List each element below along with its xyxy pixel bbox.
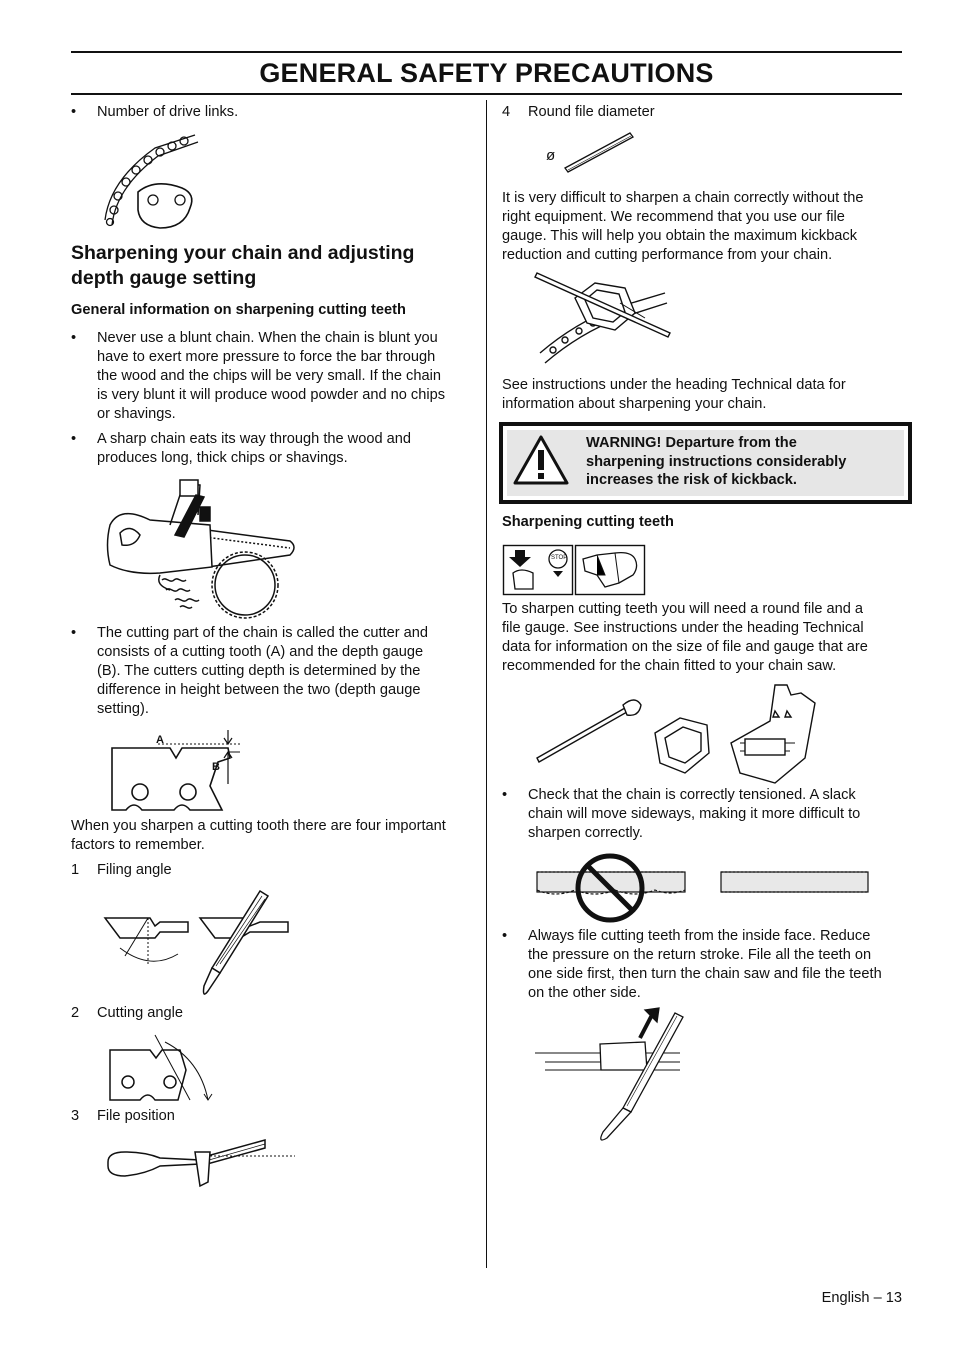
file-gauge-illustration: [535, 268, 670, 368]
text-line: recommended for the chain fitted to your chain saw.: [502, 658, 837, 674]
file-position-illustration: [100, 1132, 295, 1192]
text-line: A sharp chain eats its way through the wood and: [97, 431, 411, 447]
list-item-text: [97, 430, 411, 468]
page-title: GENERAL SAFETY PRECAUTIONS: [259, 58, 714, 88]
text-line: the wood and the chips will be very small. If the chain: [97, 368, 441, 384]
section-heading-line: depth gauge setting: [71, 267, 257, 289]
text-line: information about sharpening your chain.: [502, 396, 767, 412]
list-item: [502, 927, 912, 1007]
subheading: General information on sharpening cutting teeth: [71, 302, 406, 318]
protective-glove-icon: [575, 545, 645, 595]
filing-angle-illustration: [100, 886, 295, 1001]
page-header: [71, 51, 902, 95]
file-and-gauge-tools-illustration: [535, 683, 825, 783]
stop-engine-icon: [503, 545, 573, 595]
text-line: the pressure on the return stroke. File all the teeth on: [528, 947, 872, 963]
text-line: factors to remember.: [71, 837, 205, 853]
text-line: It is very difficult to sharpen a chain correctly without the: [502, 190, 864, 206]
stop-label: STOP: [551, 555, 568, 561]
item-number: 3: [71, 1108, 80, 1124]
text-line: consists of a cutting tooth (A) and the depth gauge: [97, 644, 424, 660]
text-line: is very blunt it will produce wood powder and no chips: [97, 387, 446, 403]
technical-paragraph: [502, 376, 912, 414]
item-number: 1: [71, 862, 80, 878]
text-line: Check that the chain is correctly tensioned. A slack: [528, 787, 856, 803]
text-line: chain will move sideways, making it more difficult to: [528, 806, 861, 822]
cutting-angle-illustration: [100, 1030, 220, 1105]
text-line: reduction and cutting performance from your chain.: [502, 247, 833, 263]
text-line: right equipment. We recommend that you use our file: [502, 209, 845, 225]
item-text: File position: [97, 1108, 175, 1124]
text-line: have to exert more pressure to force the bar through: [97, 349, 436, 365]
numbered-item: [71, 1107, 371, 1127]
text-line: (B). The cutters cutting depth is determined by the: [97, 663, 421, 679]
text-line: one side first, then turn the chain saw and file the teeth: [528, 966, 882, 982]
round-file-illustration: [535, 128, 635, 178]
filing-inside-face-illustration: [535, 1008, 685, 1143]
text-line: WARNING! Departure from the: [586, 435, 797, 451]
text-line: data for information on the size of file and gauge that are: [502, 639, 868, 655]
warning-text: [586, 434, 896, 490]
bullet-marker: •: [71, 104, 77, 120]
factors-paragraph: [71, 817, 481, 855]
list-item-text: [97, 624, 428, 719]
bullet-marker: •: [71, 625, 77, 641]
cutter-depth-gauge-illustration: [100, 728, 245, 816]
text-line: produces long, thick chips or shavings.: [97, 450, 348, 466]
text-line: sharpen correctly.: [528, 825, 643, 841]
bullet-marker: •: [502, 928, 508, 944]
bullet-marker: •: [502, 787, 508, 803]
item-text: Filing angle: [97, 862, 172, 878]
text-line: The cutting part of the chain is called the cutter and: [97, 625, 428, 641]
section-heading-line: Sharpening your chain and adjusting: [71, 242, 415, 264]
text-line: increases the risk of kickback.: [586, 472, 797, 488]
equipment-paragraph: [502, 189, 912, 265]
label-b: B: [212, 761, 220, 773]
text-line: on the other side.: [528, 985, 641, 1001]
list-item: [502, 786, 912, 846]
item-number: 4: [502, 104, 511, 120]
chain-tension-illustration: [535, 850, 870, 925]
list-item-text: [528, 786, 860, 843]
list-item-text: [97, 329, 445, 424]
list-item: [71, 430, 481, 470]
drive-links-illustration: [100, 130, 205, 230]
chainsaw-cutting-illustration: [100, 475, 300, 620]
text-line: setting).: [97, 701, 149, 717]
item-text: Cutting angle: [97, 1005, 184, 1021]
warning-triangle-icon: [512, 434, 570, 486]
text-line: gauge. This will help you obtain the maximum kickback: [502, 228, 858, 244]
item-text: Round file diameter: [528, 104, 655, 120]
text-line: See instructions under the heading Technical data for: [502, 377, 846, 393]
numbered-item: [502, 103, 802, 123]
text-line: sharpening instructions considerably: [586, 453, 847, 470]
bullet-marker: •: [71, 431, 77, 447]
list-item: [71, 103, 471, 123]
section-heading: [71, 241, 481, 291]
text-line: file gauge. See instructions under the heading Technical: [502, 620, 864, 636]
column-divider: [486, 100, 487, 1268]
subheading: Sharpening cutting teeth: [502, 514, 674, 530]
bullet-marker: •: [71, 330, 77, 346]
text-line: difference in height between the two (depth gauge: [97, 682, 421, 698]
numbered-item: [71, 1004, 371, 1024]
list-item-text: [528, 927, 882, 1003]
text-line: or shavings.: [97, 406, 176, 422]
text-line: To sharpen cutting teeth you will need a round file and a: [502, 601, 864, 617]
diameter-symbol: ø: [546, 147, 556, 164]
list-item: [71, 624, 481, 724]
list-item: [71, 329, 481, 429]
text-line: Always file cutting teeth from the inside face. Reduce: [528, 928, 871, 944]
numbered-item: [71, 861, 371, 881]
text-line: Never use a blunt chain. When the chain is blunt you: [97, 330, 438, 346]
item-number: 2: [71, 1005, 80, 1021]
page-number: English – 13: [821, 1290, 902, 1306]
tools-paragraph: [502, 600, 912, 676]
label-a: A: [156, 734, 164, 746]
text-line: When you sharpen a cutting tooth there are four important: [71, 818, 446, 834]
list-item-text: Number of drive links.: [97, 104, 239, 120]
